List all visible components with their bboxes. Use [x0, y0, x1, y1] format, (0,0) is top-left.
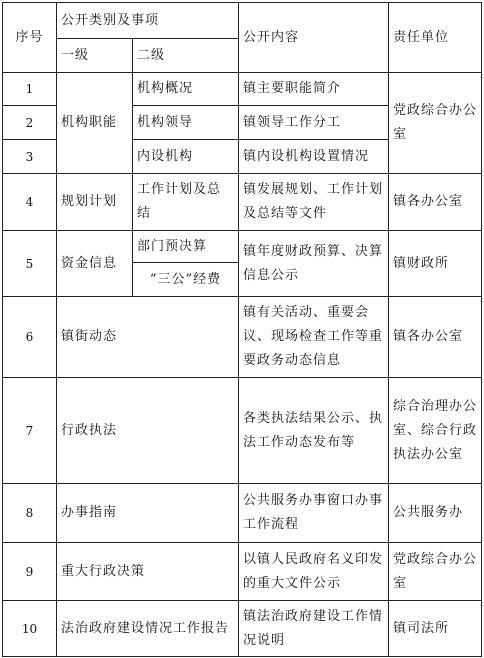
row-content: 镇发展规划、工作计划及总结等文件	[239, 174, 389, 231]
row-content: 镇内设机构设置情况	[239, 140, 389, 174]
row-level2: 内设机构	[133, 140, 239, 174]
row-content: 镇法治政府建设工作情况说明	[239, 601, 389, 657]
table-row	[3, 174, 482, 231]
table-row	[3, 601, 482, 657]
disclosure-table	[2, 2, 482, 657]
row-level1: 重大行政决策	[57, 543, 239, 601]
row-level2: 机构概况	[133, 73, 239, 106]
header-unit: 责任单位	[389, 3, 482, 73]
row-content: 镇年度财政预算、决算信息公示	[239, 231, 389, 297]
row-level1: 行政执法	[57, 378, 239, 484]
row-no: 8	[3, 484, 57, 543]
row-content: 镇领导工作分工	[239, 106, 389, 140]
row-no: 5	[3, 231, 57, 297]
header-level2: 二级	[133, 39, 239, 73]
header-seq: 序号	[3, 3, 57, 73]
row-content: 镇主要职能简介	[239, 73, 389, 106]
row-level1: 机构职能	[57, 73, 133, 174]
row-unit: 综合治理办公室、综合行政执法办公室	[389, 378, 482, 484]
row-unit: 公共服务办	[389, 484, 482, 543]
header-category: 公开类别及事项	[57, 3, 239, 39]
row-no: 2	[3, 106, 57, 140]
row-unit: 镇司法所	[389, 601, 482, 657]
table-row	[3, 484, 482, 543]
table-row	[3, 231, 482, 263]
row-level2: “三公”经费	[133, 263, 239, 297]
row-level1: 办事指南	[57, 484, 239, 543]
row-content: 镇有关活动、重要会议、现场检查工作等重要政务动态信息	[239, 297, 389, 378]
row-unit: 党政综合办公室	[389, 543, 482, 601]
table-row	[3, 543, 482, 601]
row-no: 10	[3, 601, 57, 657]
row-level1: 资金信息	[57, 231, 133, 297]
row-content: 以镇人民政府名义印发的重大文件公示	[239, 543, 389, 601]
row-no: 7	[3, 378, 57, 484]
row-level1: 规划计划	[57, 174, 133, 231]
row-no: 6	[3, 297, 57, 378]
row-no: 3	[3, 140, 57, 174]
row-level1: 法治政府建设情况工作报告	[57, 601, 239, 657]
header-level1: 一级	[57, 39, 133, 73]
row-no: 9	[3, 543, 57, 601]
row-level1: 镇街动态	[57, 297, 239, 378]
row-no: 1	[3, 73, 57, 106]
row-unit: 镇各办公室	[389, 297, 482, 378]
row-unit: 镇财政所	[389, 231, 482, 297]
header-content: 公开内容	[239, 3, 389, 73]
row-unit: 镇各办公室	[389, 174, 482, 231]
row-unit: 党政综合办公室	[389, 73, 482, 174]
row-level2: 工作计划及总结	[133, 174, 239, 231]
table-row	[3, 73, 482, 106]
row-content: 各类执法结果公示、执法工作动态发布等	[239, 378, 389, 484]
row-content: 公共服务办事窗口办事工作流程	[239, 484, 389, 543]
table-row	[3, 378, 482, 484]
row-level2: 机构领导	[133, 106, 239, 140]
row-level2: 部门预决算	[133, 231, 239, 263]
row-no: 4	[3, 174, 57, 231]
table-row	[3, 297, 482, 378]
